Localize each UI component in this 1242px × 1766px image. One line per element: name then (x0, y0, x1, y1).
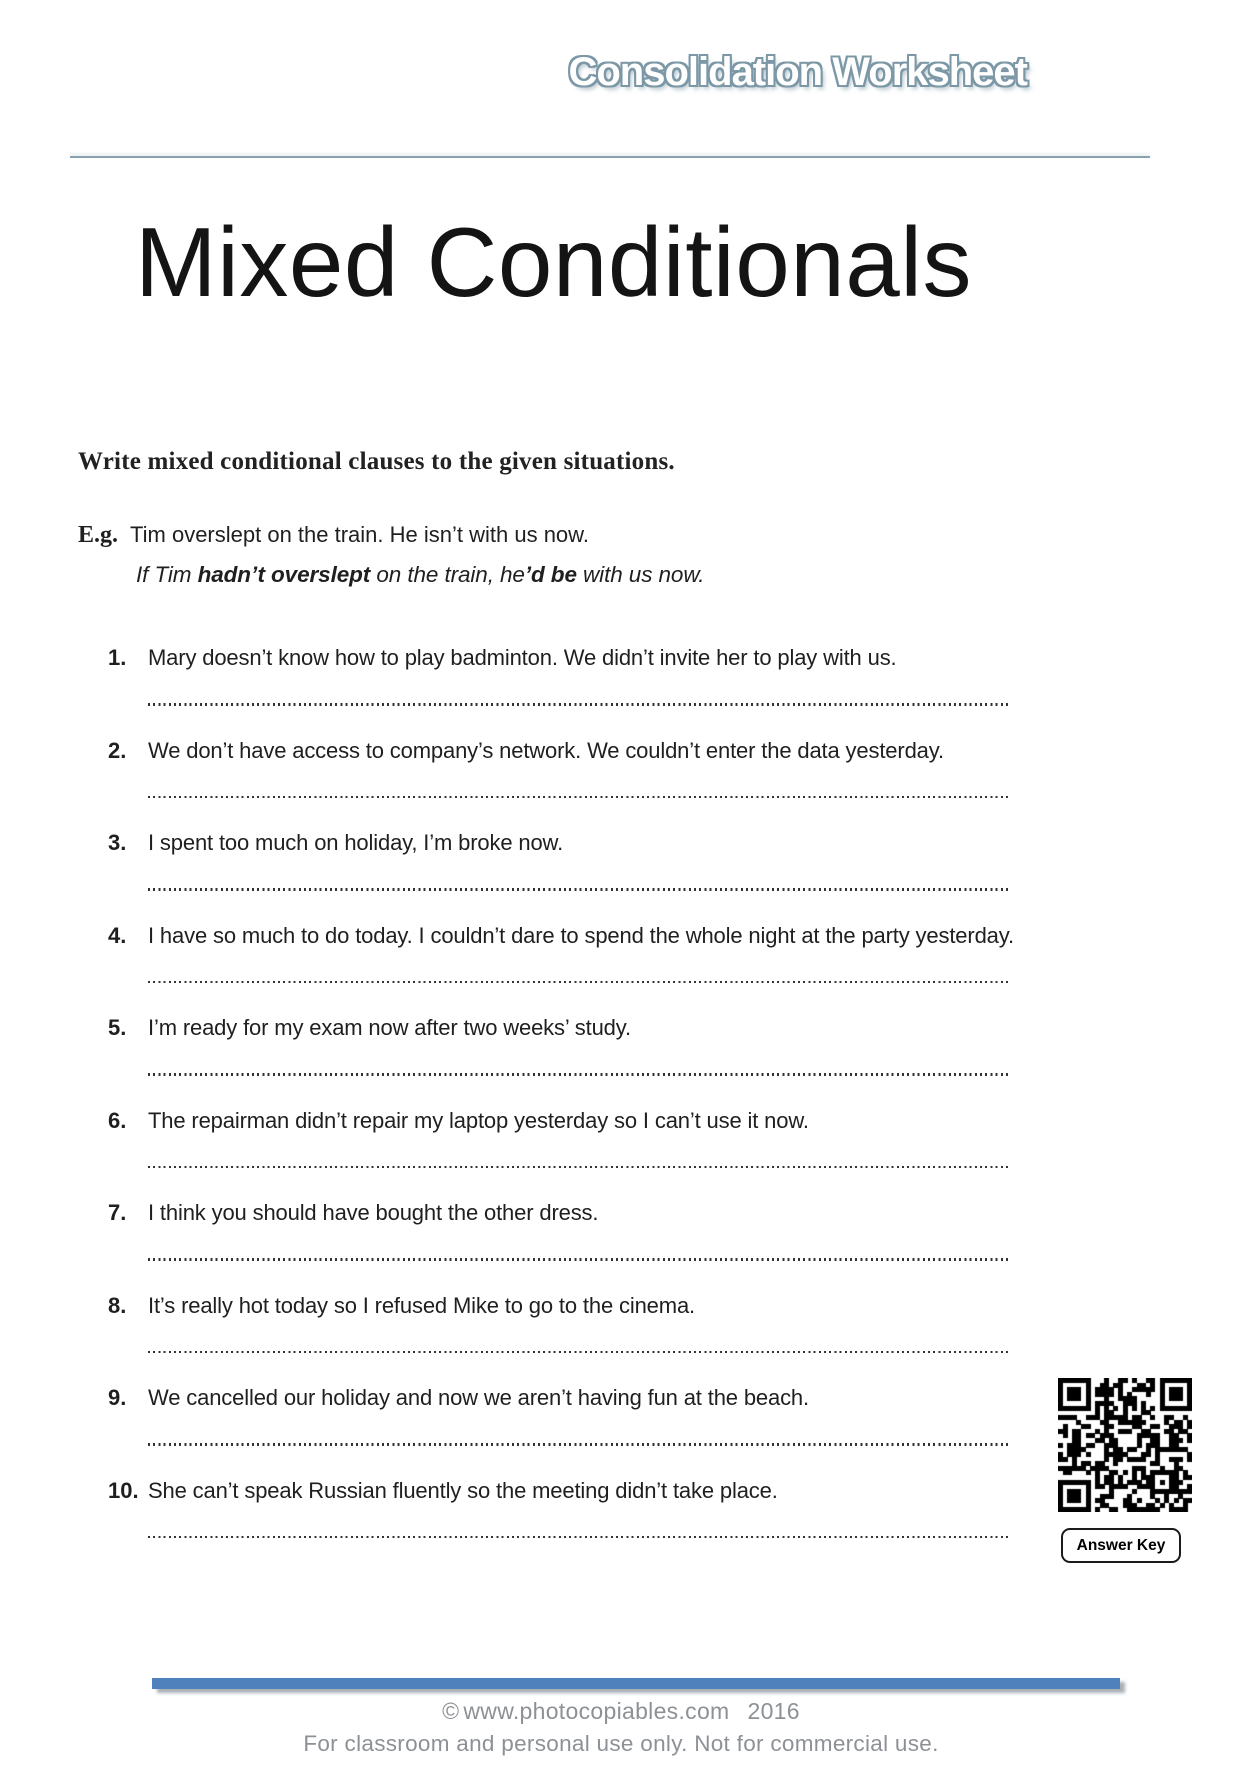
exercise-number: 7. (108, 1200, 127, 1225)
exercise-list (108, 643, 1118, 1568)
answer-blank-line[interactable] (148, 888, 1008, 891)
exercise-number: 8. (108, 1292, 127, 1318)
exercise-number: 10. (108, 1477, 139, 1503)
example-answer-part: on the train, he (370, 562, 525, 587)
example-answer-part-bold: ’d be (524, 562, 577, 587)
exercise-number: 4. (108, 922, 127, 948)
exercise-item (108, 736, 1118, 829)
exercise-text: We cancelled our holiday and now we aren’t having fun at the beach. (148, 1385, 809, 1410)
answer-key-qr-code (1058, 1378, 1192, 1512)
exercise-number: 3. (108, 830, 127, 855)
exercise-text: It’s really hot today so I refused Mike to go to the cinema. (148, 1292, 695, 1318)
answer-blank-line[interactable] (148, 1073, 1008, 1076)
task-instruction: Write mixed conditional clauses to the given situations. (78, 448, 675, 475)
exercise-text: I think you should have bought the other dress. (148, 1200, 599, 1225)
exercise-item (108, 1291, 1118, 1384)
exercise-item (108, 1476, 1118, 1569)
exercise-text: The repairman didn’t repair my laptop yesterday so I can’t use it now. (148, 1107, 809, 1133)
exercise-text: Mary doesn’t know how to play badminton. We didn’t invite her to play with us. (148, 645, 897, 670)
footer-usage-note: For classroom and personal use only. Not for commercial use. (303, 1731, 939, 1756)
answer-blank-line[interactable] (148, 1258, 1008, 1261)
exercise-item (108, 921, 1118, 1014)
exercise-item (108, 1198, 1118, 1291)
answer-key-button[interactable]: Answer Key (1061, 1528, 1181, 1563)
exercise-text: I have so much to do today. I couldn’t dare to spend the whole night at the party yesterday. (148, 922, 1014, 948)
exercise-text: She can’t speak Russian fluently so the meeting didn’t take place. (148, 1477, 778, 1503)
example-answer (136, 562, 704, 588)
footer-accent-bar (152, 1678, 1120, 1689)
copyright-icon: © (442, 1698, 460, 1724)
example-answer-part: If Tim (136, 562, 198, 587)
exercise-text: I’m ready for my exam now after two weeks’ study. (148, 1015, 631, 1040)
exercise-number: 5. (108, 1015, 127, 1040)
exercise-text: I spent too much on holiday, I’m broke now. (148, 830, 564, 855)
footer-site: www.photocopiables.com (463, 1698, 730, 1724)
exercise-item (108, 1106, 1118, 1199)
exercise-item (108, 643, 1118, 736)
exercise-number: 1. (108, 645, 127, 670)
answer-blank-line[interactable] (148, 981, 1008, 984)
answer-blank-line[interactable] (148, 703, 1008, 706)
exercise-item (108, 1013, 1118, 1106)
exercise-text: We don’t have access to company’s network. We couldn’t enter the data yesterday. (148, 737, 944, 763)
exercise-item (108, 828, 1118, 921)
page-title: Mixed Conditionals (135, 207, 972, 317)
exercise-number: 9. (108, 1385, 127, 1410)
footer-year: 2016 (747, 1698, 800, 1724)
example-block (78, 522, 704, 588)
exercise-item (108, 1383, 1118, 1476)
example-label: E.g. (78, 522, 119, 548)
exercise-number: 6. (108, 1107, 127, 1133)
example-answer-part: with us now. (576, 562, 705, 587)
answer-blank-line[interactable] (148, 796, 1008, 799)
exercise-number: 2. (108, 737, 127, 763)
example-answer-part-bold: hadn’t overslept (197, 562, 371, 587)
answer-blank-line[interactable] (148, 1166, 1008, 1169)
answer-blank-line[interactable] (148, 1443, 1008, 1446)
example-situation: Tim overslept on the train. He isn’t with us now. (130, 522, 589, 547)
answer-blank-line[interactable] (148, 1536, 1008, 1539)
answer-blank-line[interactable] (148, 1351, 1008, 1354)
footer-copyright (0, 1698, 1242, 1725)
consolidation-worksheet-badge: Consolidation Worksheet (568, 50, 1027, 94)
header-divider (70, 156, 1150, 158)
